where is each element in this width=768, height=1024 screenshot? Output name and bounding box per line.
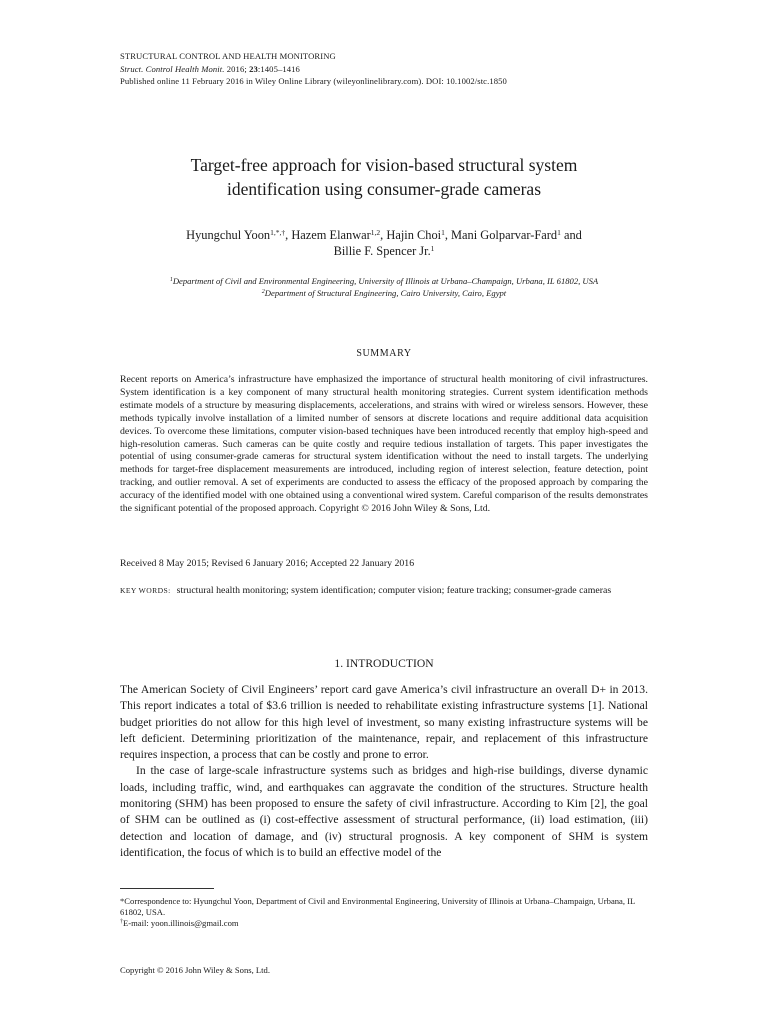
footnote-divider xyxy=(120,888,214,889)
copyright-notice: Copyright © 2016 John Wiley & Sons, Ltd. xyxy=(120,965,270,975)
journal-citation: Struct. Control Health Monit. 2016; 23:1405–1416 xyxy=(120,63,300,74)
author-line-2: Billie F. Spencer Jr.$^1$ xyxy=(333,244,435,258)
author-line-1: Hyungchul Yoon$^{1,*,\dagger}$, Hazem Elanwar$^{1,2}$, Hajin Choi$^1$, Mani Golparvar-Fard$^1$ and xyxy=(186,228,582,242)
journal-name: STRUCTURAL CONTROL AND HEALTH MONITORING xyxy=(120,51,336,61)
summary-heading: SUMMARY xyxy=(356,348,412,359)
email-note: †E-mail: yoon.illinois@gmail.com xyxy=(120,918,239,929)
publication-info: Published online 11 February 2016 in Wiley Online Library (wileyonlinelibrary.com). DOI: 10.1002/stc.1850 xyxy=(120,76,507,86)
keywords xyxy=(120,584,648,597)
title-line-1: Target-free approach for vision-based structural system xyxy=(190,155,578,175)
keywords-label: KEY WORDS: xyxy=(120,586,171,595)
affiliation-2: $^2$Department of Structural Engineering, Cairo University, Cairo, Egypt xyxy=(261,287,507,298)
section-heading-introduction: 1. INTRODUCTION xyxy=(334,657,434,670)
affiliations xyxy=(90,276,678,299)
author-list xyxy=(100,227,668,259)
introduction-body xyxy=(120,682,648,861)
affiliation-1: $^1$Department of Civil and Environmental Engineering, University of Illinois at Urbana–Champaign, Urbana, IL 61802, USA xyxy=(169,276,599,286)
journal-header xyxy=(120,50,648,88)
footnotes xyxy=(120,896,648,930)
received-dates: Received 8 May 2015; Revised 6 January 2016; Accepted 22 January 2016 xyxy=(120,558,415,569)
correspondence-note: *Correspondence to: Hyungchul Yoon, Department of Civil and Environmental Engineering, University of Illinois at Urbana–Champaign, Urbana, IL 61802, USA. xyxy=(120,896,635,918)
paper-title xyxy=(100,153,668,201)
keywords-text: structural health monitoring; system identification; computer vision; feature tracking; consumer-grade cameras xyxy=(176,585,612,596)
summary-text: Recent reports on America’s infrastructure have emphasized the importance of structural health monitoring of civil infrastructures. System identification is a key component of many structural health monitoring strategies. Current system identification methods estimate models of a structure by measuring displacements, accelerations, and strains with wired or wireless sensors. However, these methods typically involve installation of a limited number of sensors at discrete locations and require additional data acquisition devices. To overcome these limitations, computer vision-based techniques have been introduced recently that employ high-speed and high-resolution cameras. Such cameras can be quite costly and require tedious installation of targets. This paper investigates the potential of using consumer-grade cameras for structural system identification without the need to install targets. The underlying methods for target-free displacement measurements are introduced, including region of interest selection, feature detection, point tracking, and outlier removal. A set of experiments are conducted to assess the efficacy of the proposed approach by comparing the accuracy of the identified model with one obtained using a conventional wired system. Careful comparison of the results demonstrates the significant potential of the proposed approach. Copyright © 2016 John Wiley & Sons, Ltd. xyxy=(120,374,648,515)
title-line-2: identification using consumer-grade cameras xyxy=(226,179,542,199)
paragraph: The American Society of Civil Engineers’ report card gave America’s civil infrastructure an overall D+ in 2013. This report indicates a total of $3.6 trillion is needed to rehabilitate existing infrastructure systems [1]. National budget priorities do not allow for this high level of investment, so many existing infrastructure systems will be left deficient. Determining prioritization of the maintenance, repair, and replacement of this infrastructure requires inspection, a process that can be costly and prone to error. xyxy=(120,683,648,762)
paragraph: In the case of large-scale infrastructure systems such as bridges and high-rise buildings, diverse dynamic loads, including traffic, wind, and earthquakes can aggravate the condition of the structures. Structure health monitoring (SHM) has been proposed to ensure the safety of civil infrastructure. According to Kim [2], the goal of SHM can be outlined as (i) cost-effective assessment of structural performance, (ii) load estimation, (iii) detection and location of damage, and (iv) structural prognosis. A key component of SHM is system identification, the focus of which is to build an effective model of the xyxy=(120,764,648,859)
